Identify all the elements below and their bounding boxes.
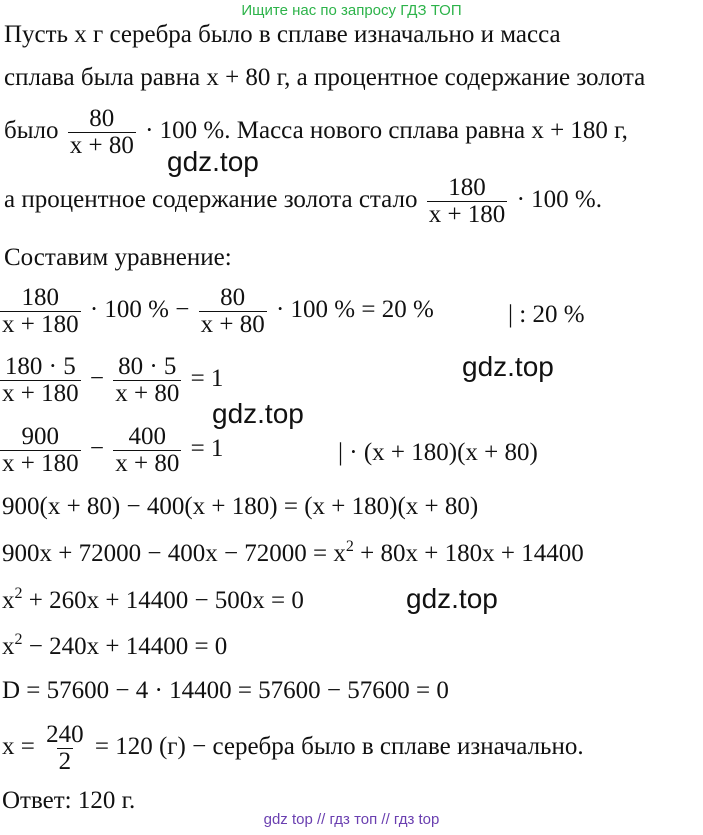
watermark: gdz.top — [462, 351, 554, 382]
fraction-180-over-x180 — [427, 175, 508, 228]
eq1-middle: · 100 % − — [89, 296, 190, 324]
eq5-pre: 900x + 72000 − 400x − 72000 = x — [2, 540, 346, 567]
equation-heading: Составим уравнение: — [4, 244, 232, 271]
fraction-denominator: x + 180 — [2, 380, 79, 407]
intro-line-3-pre: было — [4, 117, 59, 145]
eq7-exponent: 2 — [14, 631, 23, 648]
eq9-pre: x = — [2, 733, 35, 761]
eq6-pre: x — [2, 587, 15, 614]
intro-line-2: сплава была равна x + 80 г, а процентное содержание золота — [4, 64, 646, 91]
eq1-operation: | : 20 % — [508, 301, 585, 328]
fraction-numerator: 180 — [21, 284, 60, 311]
eq2-fraction-1 — [0, 354, 81, 407]
equation-3 — [0, 424, 223, 477]
intro-line-4-pre: а процентное содержание золота стало — [4, 186, 418, 214]
fraction-denominator: 2 — [58, 748, 72, 775]
equation-2 — [0, 354, 223, 407]
intro-line-4 — [4, 175, 602, 228]
fraction-numerator: 80 · 5 — [118, 353, 177, 380]
fraction-numerator: 240 — [46, 721, 84, 748]
fraction-denominator: x + 80 — [115, 450, 180, 477]
intro-line-3-post: · 100 %. Масса нового сплава равна x + 180 г, — [145, 117, 628, 145]
equation-8: D = 57600 − 4 · 14400 = 57600 − 57600 = 0 — [2, 677, 449, 704]
fraction-numerator: 400 — [128, 423, 167, 450]
equation-9 — [2, 722, 584, 775]
fraction-numerator: 900 — [21, 423, 60, 450]
equation-6 — [2, 586, 304, 616]
fraction-denominator: x + 80 — [69, 132, 134, 159]
fraction-numerator: 180 — [448, 174, 486, 201]
eq1-fraction-1 — [0, 285, 81, 338]
intro-line-3 — [4, 106, 628, 159]
site-banner: Ищите нас по запросу ГДЗ ТОП — [241, 2, 462, 19]
eq2-minus: − — [89, 365, 104, 393]
eq7-post: − 240x + 14400 = 0 — [22, 633, 228, 660]
equation-1 — [0, 285, 434, 338]
watermark: gdz.top — [406, 583, 498, 614]
fraction-80-over-x80 — [68, 106, 136, 159]
eq3-fraction-2 — [113, 424, 181, 477]
eq7-pre: x — [2, 633, 15, 660]
fraction-numerator: 180 · 5 — [4, 353, 76, 380]
intro-line-4-post: · 100 %. — [516, 186, 602, 214]
equation-5 — [2, 539, 584, 569]
eq9-post: = 120 (г) − серебра было в сплаве изначально. — [94, 733, 584, 761]
answer-line: Ответ: 120 г. — [2, 787, 136, 814]
watermark: gdz.top — [167, 146, 259, 177]
equation-4: 900(x + 80) − 400(x + 180) = (x + 180)(x + 80) — [2, 493, 479, 520]
eq3-minus: − — [89, 435, 104, 463]
equation-7 — [2, 632, 227, 662]
eq9-fraction — [44, 722, 86, 775]
fraction-denominator: x + 180 — [2, 450, 79, 477]
eq3-rhs: = 1 — [190, 435, 224, 463]
fraction-numerator: 80 — [220, 284, 246, 311]
site-footer: gdz top // гдз топ // гдз top — [263, 811, 440, 828]
eq3-operation: | · (x + 180)(x + 80) — [338, 439, 538, 466]
eq1-fraction-2 — [199, 285, 267, 338]
eq3-fraction-1 — [0, 424, 81, 477]
fraction-denominator: x + 80 — [115, 380, 180, 407]
eq2-rhs: = 1 — [190, 365, 224, 393]
fraction-denominator: x + 180 — [2, 311, 79, 338]
eq6-exponent: 2 — [14, 585, 23, 602]
eq6-post: + 260x + 14400 − 500x = 0 — [22, 587, 304, 614]
fraction-denominator: x + 80 — [200, 311, 265, 338]
eq1-rhs: · 100 % = 20 % — [275, 296, 434, 324]
fraction-numerator: 80 — [89, 105, 115, 132]
eq2-fraction-2 — [113, 354, 181, 407]
intro-line-1: Пусть x г серебра было в сплаве изначально и масса — [4, 21, 561, 48]
eq5-post: + 80x + 180x + 14400 — [353, 540, 584, 567]
eq5-exponent: 2 — [345, 538, 354, 555]
fraction-denominator: x + 180 — [428, 201, 506, 228]
watermark: gdz.top — [212, 398, 304, 429]
